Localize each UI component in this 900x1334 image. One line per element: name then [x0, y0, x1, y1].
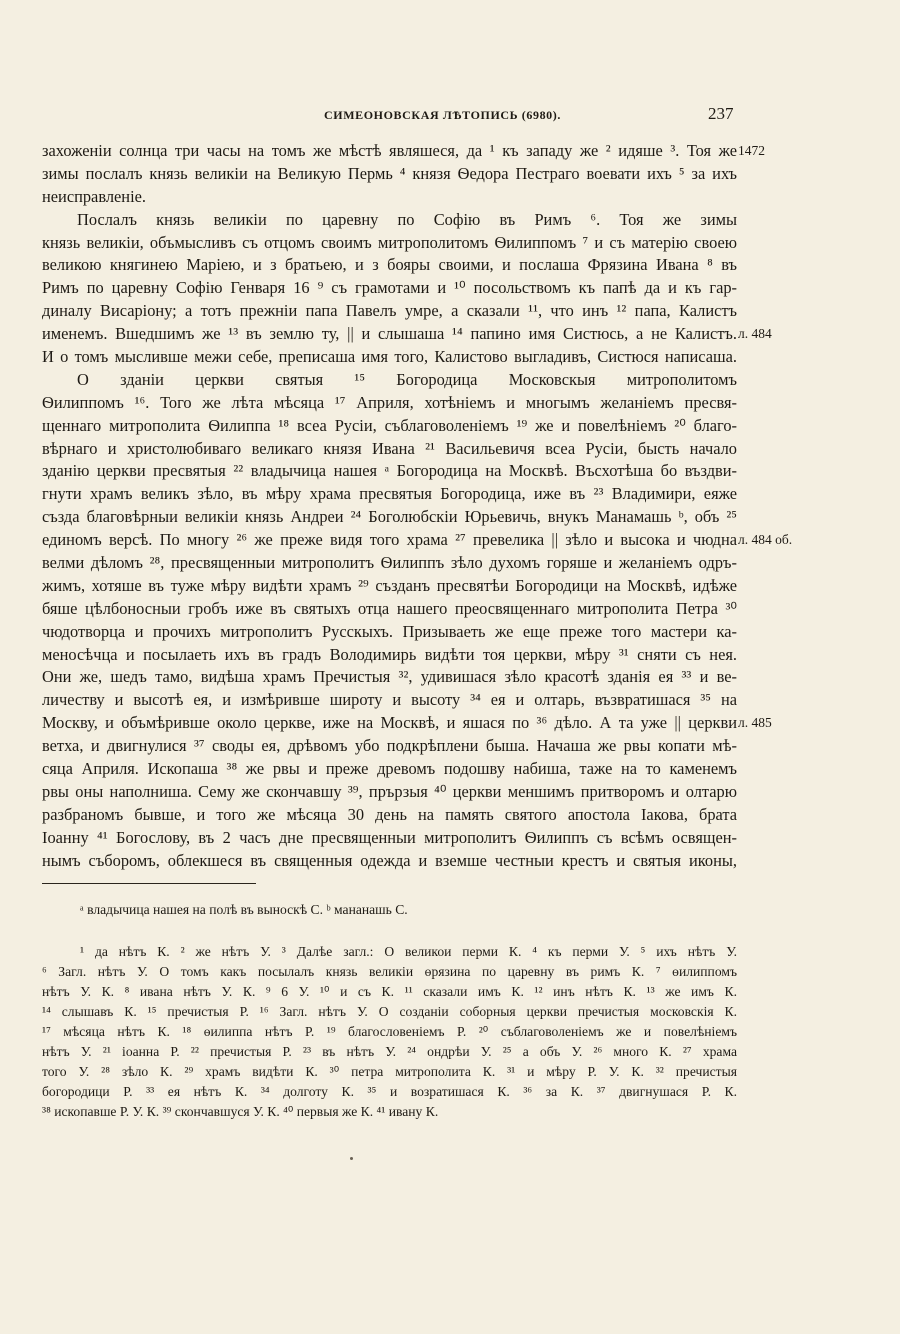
text-line-content: гнути храмъ великъ зѣло, въ мѣру храма пресвятыя Богородица, иже въ ²³ Владимири, еяже	[42, 484, 737, 504]
footnote-line	[42, 982, 742, 1002]
text-line	[42, 483, 882, 506]
footnote-line	[42, 1022, 742, 1042]
footnote-text: ³⁸ ископавше Р. У. К. ³⁹ скончавшуся У. К. ⁴⁰ первыя же К. ⁴¹ ивану К.	[42, 1104, 439, 1119]
text-line-content: личеству и высотѣ ея, и измѣривше широту и высоту ³⁴ ея и олтарь, възвратишася ³⁵ на	[42, 690, 737, 710]
footnote-line	[42, 1082, 742, 1102]
footnote-text: нѣтъ У. К. ⁸ ивана нѣтъ У. К. ⁹ 6 У. ¹⁰ и съ К. ¹¹ сказали имъ К. ¹² инъ нѣтъ К. ¹³ же имъ К.	[42, 984, 737, 999]
footnote-gap	[42, 920, 742, 942]
text-line-content: меносѣчца и посылаеть ихъ въ градъ Володимирь видѣти тоя церкви, мѣру ³¹ сняти съ нея.	[42, 644, 737, 664]
text-line-content: захоженіи солнца три часы на томъ же мѣстѣ являшеся, да ¹ къ западу же ² идяше ³. Тоя же	[42, 141, 737, 160]
text-line-content: ветха, и двигнулися ³⁷ своды ея, дрѣвомъ убо подкрѣплени быша. Начаша же рвы копати мѣ-	[42, 736, 737, 756]
running-title: СИМЕОНОВСКАЯ ЛѢТОПИСЬ (6980).	[324, 108, 561, 122]
text-line	[42, 644, 882, 667]
text-line-content: именемъ. Вшедшимъ же ¹³ въ землю ту, || и слышаша ¹⁴ папино имя Систюсь, а не Калистъ.	[42, 324, 737, 344]
text-line-content: Іоанну ⁴¹ Богослову, въ 2 часъ дне пресвященныи митрополитъ Ѳилиппъ съ всѣмъ освящен-	[42, 827, 737, 847]
margin-note: л. 484 об.	[738, 532, 793, 548]
page-header	[42, 104, 742, 128]
text-line	[42, 804, 882, 827]
footnote-text: ¹⁴ слышавъ К. ¹⁵ пречистыя Р. ¹⁶ Загл. нѣтъ У. О созданіи соборныя церкви пречистыя московскія К.	[42, 1004, 737, 1019]
text-line	[42, 346, 882, 369]
text-line-content: зимы послалъ князь великіи на Великую Пермь ⁴ князя Ѳедора Пестраго воевати ихъ ⁵ за ихъ	[42, 163, 737, 183]
text-line	[42, 186, 882, 209]
text-line-content: сяца Априля. Ископаша ³⁸ же рвы и преже древомъ подошву набиша, таже на то каменемъ	[42, 759, 737, 779]
text-line	[42, 758, 882, 781]
text-line-content: нымъ съборомъ, облекшеся въ священныя одежда и вземше честныи крестъ и святыя иконы,	[42, 850, 737, 870]
text-line-content: Ѳилиппомъ ¹⁶. Того же лѣта мѣсяца ¹⁷ Априля, хотѣніемъ и многымъ желаніемъ пресвя-	[42, 392, 737, 412]
text-line	[42, 575, 882, 598]
text-line	[42, 209, 882, 232]
footnote-text: ¹ да нѣтъ К. ² же нѣтъ У. ³ Далѣе загл.: О великои перми К. ⁴ къ перми У. ⁵ ихъ нѣтъ У.	[80, 944, 737, 959]
text-line	[42, 438, 882, 461]
footnote-line	[42, 1102, 742, 1122]
footnote-line	[42, 962, 742, 982]
margin-note: 1472	[738, 143, 765, 158]
text-line	[42, 277, 882, 300]
text-line-content: жимъ, хотяше въ туже мѣру видѣти храмъ ²⁹ създанъ пресвятѣи Богородици на Москвѣ, идѣже	[42, 575, 737, 595]
page-number: 237	[708, 104, 734, 123]
text-line	[42, 827, 882, 850]
footnote-text: ¹⁷ мѣсяца нѣтъ К. ¹⁸ ѳилиппа нѣтъ Р. ¹⁹ благословеніемъ Р. ²⁰ съблаговоленіемъ же и повелѣніемъ	[42, 1024, 737, 1039]
footnote-line	[42, 942, 742, 962]
text-line	[42, 735, 882, 758]
footnote-line	[42, 1042, 742, 1062]
text-line-content: неисправленіе.	[42, 186, 147, 206]
footnote-line	[42, 1002, 742, 1022]
text-line	[42, 781, 882, 804]
text-line	[42, 506, 882, 529]
text-line	[42, 850, 882, 873]
footnotes	[42, 900, 742, 1122]
text-line-content: Они же, шедъ тамо, видѣша храмъ Пречистыя ³², удивишася зѣло красотѣ зданія ея ³³ и ве-	[42, 667, 737, 687]
text-line-content: вѣрнаго и христолюбиваго великаго князя Ивана ²¹ Васильевичя всеа Русіи, бысть начало	[42, 438, 737, 458]
margin-note: л. 484	[738, 326, 772, 342]
text-line	[42, 529, 882, 552]
text-line-content: рвы оны наполниша. Сему же скончавшу ³⁹, прързыя ⁴⁰ церкви меншимъ притворомъ и олтарю	[42, 781, 737, 801]
main-text	[42, 140, 882, 873]
text-line	[42, 460, 882, 483]
text-line-content: чюдотворца и прочихъ митрополитъ Русскыхъ. Призываеть же еще преже того мастери ка-	[42, 621, 737, 641]
text-line	[42, 598, 882, 621]
text-line	[42, 254, 882, 277]
footnote-text: нѣтъ У. ²¹ іоанна Р. ²² пречистыя Р. ²³ въ нѣтъ У. ²⁴ ондрѣи У. ²⁵ а объ У. ²⁶ много К. ²⁷ храма	[42, 1044, 737, 1059]
print-speck	[350, 1157, 353, 1160]
text-line-content: Римъ по царевну Софію Генваря 16 ⁹ съ грамотами и ¹⁰ посольствомъ къ папѣ да и къ гар-	[42, 278, 737, 298]
footnote-text: ᵃ владычица нашея на полѣ въ выноскѣ С. ᵇ мананашь С.	[80, 902, 408, 917]
text-line	[42, 140, 882, 163]
footnote-line	[42, 900, 742, 920]
text-line	[42, 323, 882, 346]
text-line	[42, 232, 882, 255]
text-line	[42, 392, 882, 415]
footnote-text: того У. ²⁸ зѣло К. ²⁹ храмъ видѣти К. ³⁰ петра митрополита К. ³¹ и мѣру Р. У. К. ³² пречистыя	[42, 1064, 737, 1079]
text-line	[42, 415, 882, 438]
footnote-separator	[42, 883, 256, 884]
text-line-content: зданію церкви пресвятыя ²² владычица нашея ᵃ Богородица на Москвѣ. Въсхотѣша бо въздви-	[42, 461, 737, 481]
text-line-content: И о томъ мысливше межи себе, преписаша имя того, Калистово выгладивъ, Систюся написаша.	[42, 347, 737, 367]
text-line	[42, 369, 882, 392]
text-line-content: Послалъ князь великіи по царевну по Софію въ Римъ ⁶. Тоя же зимы	[77, 209, 737, 229]
text-line	[42, 552, 882, 575]
text-line	[42, 300, 882, 323]
text-line	[42, 666, 882, 689]
text-line-content: князь великіи, объмысливъ съ отцомъ своимъ митрополитомъ Ѳилиппомъ ⁷ и съ матерію своею	[42, 232, 737, 252]
text-line-content: щеннаго митрополита Ѳилиппа ¹⁸ всеа Русіи, съблаговоленіемъ ¹⁹ же и повелѣніемъ ²⁰ благо-	[42, 415, 737, 435]
text-line-content: разбраномъ бывше, и того же мѣсяца 30 день на память святого апостола Іакова, брата	[42, 804, 737, 824]
text-line	[42, 621, 882, 644]
text-line-content: диналу Висаріону; а тотъ прежніи папа Павелъ умре, а сказали ¹¹, что инъ ¹² папа, Калистъ	[42, 301, 737, 321]
footnote-text: ⁶ Загл. нѣтъ У. О томъ какъ посылалъ князь великіи ѳрязина по царевну въ римъ К. ⁷ ѳилиппомъ	[42, 964, 737, 979]
text-line-content: великою княгинею Маріею, и з братьею, и з бояры своими, и послаша Фрязина Ивана ⁸ въ	[42, 255, 737, 275]
text-line	[42, 689, 882, 712]
footnote-text: богородици Р. ³³ ея нѣтъ К. ³⁴ долготу К. ³⁵ и возратишася К. ³⁶ за К. ³⁷ двигнушася Р. К.	[42, 1084, 737, 1099]
text-line-content: велми дѣломъ ²⁸, пресвященныи митрополитъ Ѳилиппъ зѣло духомъ горяше и желаніемъ одръ-	[42, 553, 737, 573]
text-line	[42, 163, 882, 186]
text-line-content: създа благовѣрныи великіи князь Андреи ²⁴ Боголюбскіи Юрьевичь, внукъ Манамашь ᵇ, объ ²⁵	[42, 507, 737, 527]
footnote-line	[42, 1062, 742, 1082]
text-line-content: бяше цѣлбоносныи гробъ иже въ святыхъ отца нашего преосвященнаго митрополита Петра ³⁰	[42, 598, 737, 618]
text-line-content: единомъ версѣ. По многу ²⁶ же преже видя того храма ²⁷ превелика || зѣло и высока и чюдна	[42, 530, 737, 550]
margin-note: л. 485	[738, 715, 772, 731]
text-line-content: О зданіи церкви святыя ¹⁵ Богородица Московскыя митрополитомъ	[77, 369, 737, 389]
text-line	[42, 712, 882, 735]
text-line-content: Москву, и объмѣривше около церкве, иже на Москвѣ, и яшася по ³⁶ дѣло. А та уже || церкви	[42, 713, 737, 733]
